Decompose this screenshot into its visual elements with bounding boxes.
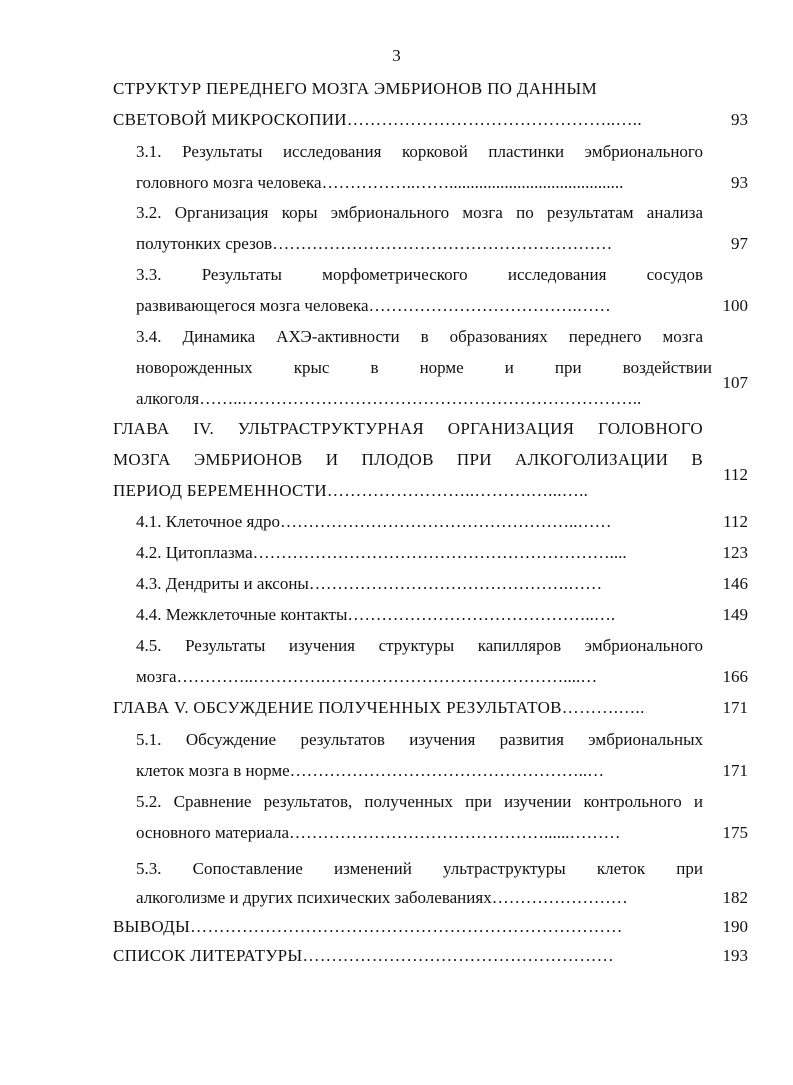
toc-conclusions: ВЫВОДЫ………………………………………………………………… <box>113 917 623 936</box>
toc-s3-3-line1: 3.3. Результаты морфометрического исследования сосудов <box>136 265 703 284</box>
toc-s4-3-page: 146 <box>722 574 748 593</box>
toc-s4-2-page: 123 <box>722 543 748 562</box>
toc-s3-4-page: 107 <box>722 373 748 392</box>
toc-ch4-line2: МОЗГА ЭМБРИОНОВ И ПЛОДОВ ПРИ АЛКОГОЛИЗАЦИИ В <box>113 450 703 469</box>
toc-ch3-line1: СТРУКТУР ПЕРЕДНЕГО МОЗГА ЭМБРИОНОВ ПО ДАННЫМ <box>113 79 597 98</box>
toc-s3-1-line2: головного мозга человека……………..……......................................... <box>136 173 624 192</box>
toc-ch5-page: 171 <box>722 698 748 717</box>
toc-s4-1-page: 112 <box>723 512 748 531</box>
toc-s3-2-line2: полутонких срезов…………………………………………………… <box>136 234 613 253</box>
toc-ch4-line1: ГЛАВА IV. УЛЬТРАСТРУКТУРНАЯ ОРГАНИЗАЦИЯ ГОЛОВНОГО <box>113 419 703 438</box>
toc-s3-2-line1: 3.2. Организация коры эмбрионального мозга по результатам анализа <box>136 203 703 222</box>
toc-s5-2-page: 175 <box>722 823 748 842</box>
page-number: 3 <box>392 46 401 65</box>
toc-ch4-page: 112 <box>723 465 748 484</box>
toc-references-page: 193 <box>722 946 748 965</box>
toc-s5-3-line1: 5.3. Сопоставление изменений ультраструктуры клеток при <box>136 859 703 878</box>
toc-ch3-page: 93 <box>731 110 748 129</box>
toc-s4-1: 4.1. Клеточное ядро……………………………………………..…… <box>136 512 612 531</box>
toc-s4-5-line1: 4.5. Результаты изучения структуры капилляров эмбрионального <box>136 636 703 655</box>
toc-s5-1-page: 171 <box>722 761 748 780</box>
toc-s4-2: 4.2. Цитоплазма……………………………………………………….... <box>136 543 627 562</box>
toc-s5-1-line2: клеток мозга в норме……………………………………………..… <box>136 761 605 780</box>
toc-s4-5-line2: мозга…………..………….……………………………………....… <box>136 667 598 686</box>
toc-s5-3-line2: алкоголизме и других психических заболеваниях…………………… <box>136 888 628 907</box>
toc-s3-4-line1: 3.4. Динамика АХЭ-активности в образованиях переднего мозга <box>136 327 703 346</box>
toc-s3-1-page: 93 <box>731 173 748 192</box>
toc-s3-4-line2: новорожденных крыс в норме и при воздействии <box>136 358 712 377</box>
toc-s4-5-page: 166 <box>722 667 748 686</box>
toc-ch3-line2: СВЕТОВОЙ МИКРОСКОПИИ………………………………………..….. <box>113 110 642 129</box>
toc-s4-3: 4.3. Дендриты и аксоны……………………………………….…… <box>136 574 603 593</box>
toc-s5-2-line2: основного материала………………………………………......……… <box>136 823 621 842</box>
toc-references: СПИСОК ЛИТЕРАТУРЫ……………………………………………… <box>113 946 614 965</box>
toc-s4-4: 4.4. Межклеточные контакты……………………………………..…. <box>136 605 616 624</box>
toc-s3-3-page: 100 <box>722 296 748 315</box>
toc-conclusions-page: 190 <box>722 917 748 936</box>
toc-s3-1-line1: 3.1. Результаты исследования корковой пластинки эмбрионального <box>136 142 703 161</box>
toc-s3-2-page: 97 <box>731 234 748 253</box>
toc-ch5: ГЛАВА V. ОБСУЖДЕНИЕ ПОЛУЧЕННЫХ РЕЗУЛЬТАТОВ……….….. <box>113 698 645 717</box>
toc-s4-4-page: 149 <box>722 605 748 624</box>
toc-s5-2-line1: 5.2. Сравнение результатов, полученных при изучении контрольного и <box>136 792 703 811</box>
toc-s3-3-line2: развивающегося мозга человека……………………………….…… <box>136 296 611 315</box>
toc-s3-4-line3: алкоголя……..…………………………………………………………….. <box>136 389 642 408</box>
toc-s5-3-page: 182 <box>722 888 748 907</box>
toc-ch4-line3: ПЕРИОД БЕРЕМЕННОСТИ……………………..……….…...….. <box>113 481 589 500</box>
toc-s5-1-line1: 5.1. Обсуждение результатов изучения развития эмбриональных <box>136 730 703 749</box>
